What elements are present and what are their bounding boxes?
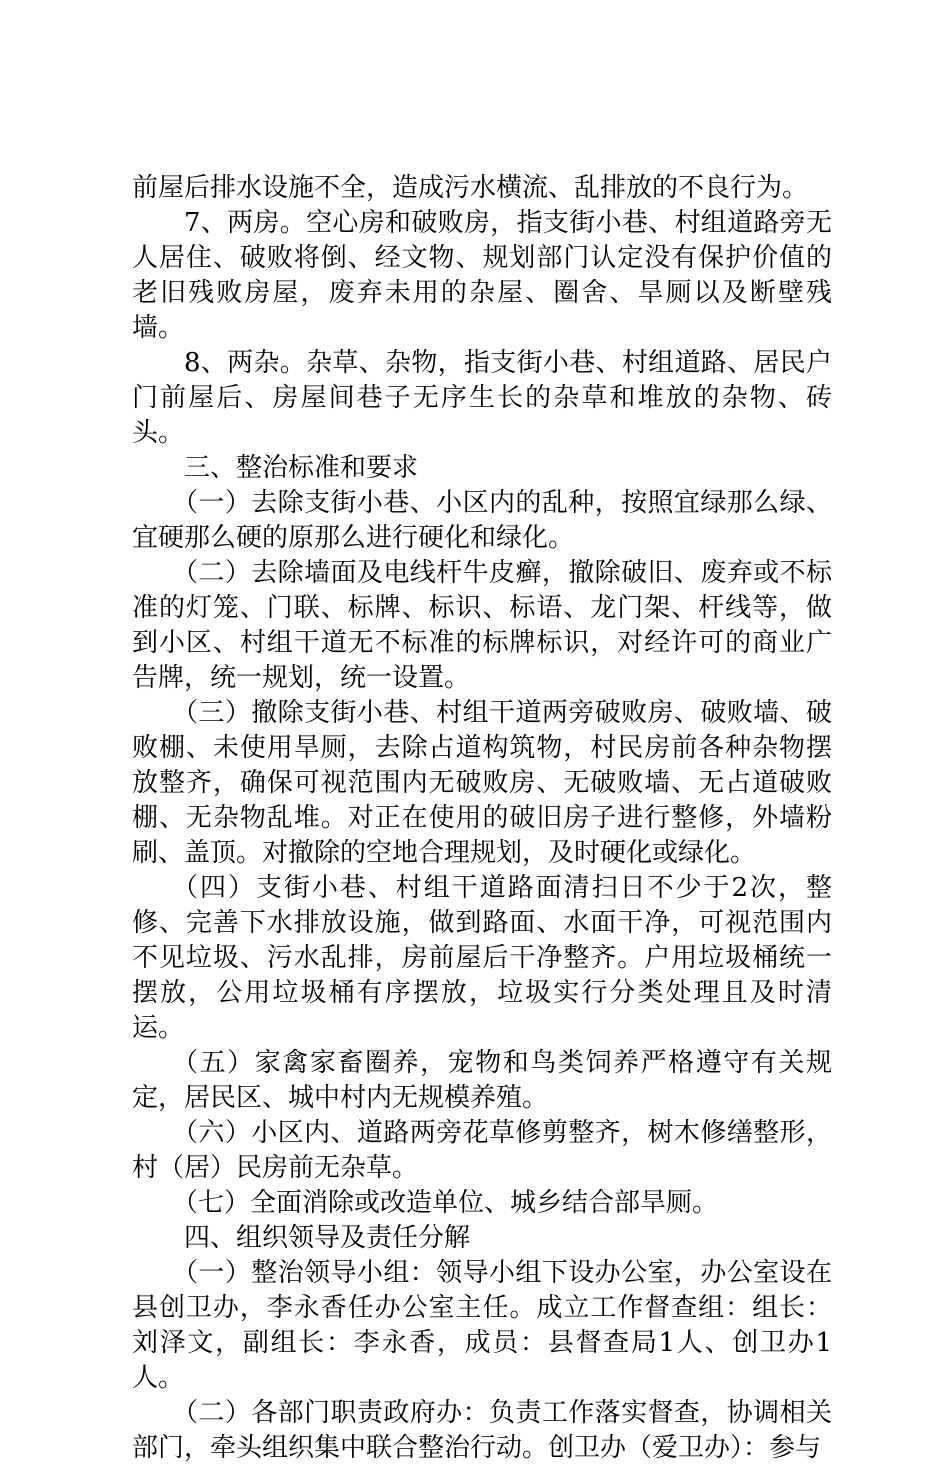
section-heading-4: 四、组织领导及责任分解 bbox=[184, 1223, 471, 1253]
paragraph-standard-6: （六）小区内、道路两旁花草修剪整齐，树木修缮整形，村（居）民房前无杂草。 bbox=[132, 1118, 832, 1183]
paragraph-item-8: 8、两杂。杂草、杂物，指支街小巷、村组道路、居民户门前屋后、房屋间巷子无序生长的杂草和堆放的杂物、砖头。 bbox=[132, 348, 832, 448]
paragraph-standard-1: （一）去除支街小巷、小区内的乱种，按照宜绿那么绿、宜硬那么硬的原那么进行硬化和绿化。 bbox=[132, 488, 832, 553]
paragraph-standard-5: （五）家禽家畜圈养，宠物和鸟类饲养严格遵守有关规定，居民区、城中村内无规模养殖。 bbox=[132, 1048, 832, 1113]
section-heading-3: 三、整治标准和要求 bbox=[184, 453, 419, 483]
paragraph-item-7: 7、两房。空心房和破败房，指支街小巷、村组道路旁无人居住、破败将倒、经文物、规划部门认定没有保护价值的老旧残败房屋，废弃未用的杂屋、圈舍、旱厕以及断壁残墙。 bbox=[132, 208, 832, 343]
document-body bbox=[132, 171, 832, 1466]
paragraph-standard-2: （二）去除墙面及电线杆牛皮癣，撤除破旧、废弃或不标准的灯笼、门联、标牌、标识、标语、龙门架、杆线等，做到小区、村组干道无不标准的标牌标识，对经许可的商业广告牌，统一规划，统一设置。 bbox=[132, 558, 832, 693]
paragraph-organization-2: （二）各部门职责政府办：负责工作落实督查，协调相关部门，牵头组织集中联合整治行动。创卫办（爱卫办）：参与 bbox=[132, 1398, 832, 1463]
paragraph-standard-3: （三）撤除支街小巷、村组干道两旁破败房、破败墙、破败棚、未使用旱厕，去除占道构筑物，村民房前各种杂物摆放整齐，确保可视范围内无破败房、无破败墙、无占道破败棚、无杂物乱堆。对正在使用的破旧房子进行整修，外墙粉刷、盖顶。对撤除的空地合理规划，及时硬化或绿化。 bbox=[132, 698, 832, 868]
paragraph-standard-4: （四）支街小巷、村组干道路面清扫日不少于2次，整修、完善下水排放设施，做到路面、水面干净，可视范围内不见垃圾、污水乱排，房前屋后干净整齐。户用垃圾桶统一摆放，公用垃圾桶有序摆放，垃圾实行分类处理且及时清运。 bbox=[132, 873, 832, 1043]
paragraph-organization-1: （一）整治领导小组：领导小组下设办公室，办公室设在县创卫办，李永香任办公室主任。成立工作督查组：组长：刘泽文，副组长：李永香，成员：县督查局1人、创卫办1人。 bbox=[132, 1258, 832, 1393]
paragraph-standard-7: （七）全面消除或改造单位、城乡结合部旱厕。 bbox=[172, 1188, 719, 1218]
paragraph-continuation: 前屋后排水设施不全，造成污水横流、乱排放的不良行为。 bbox=[132, 173, 809, 203]
